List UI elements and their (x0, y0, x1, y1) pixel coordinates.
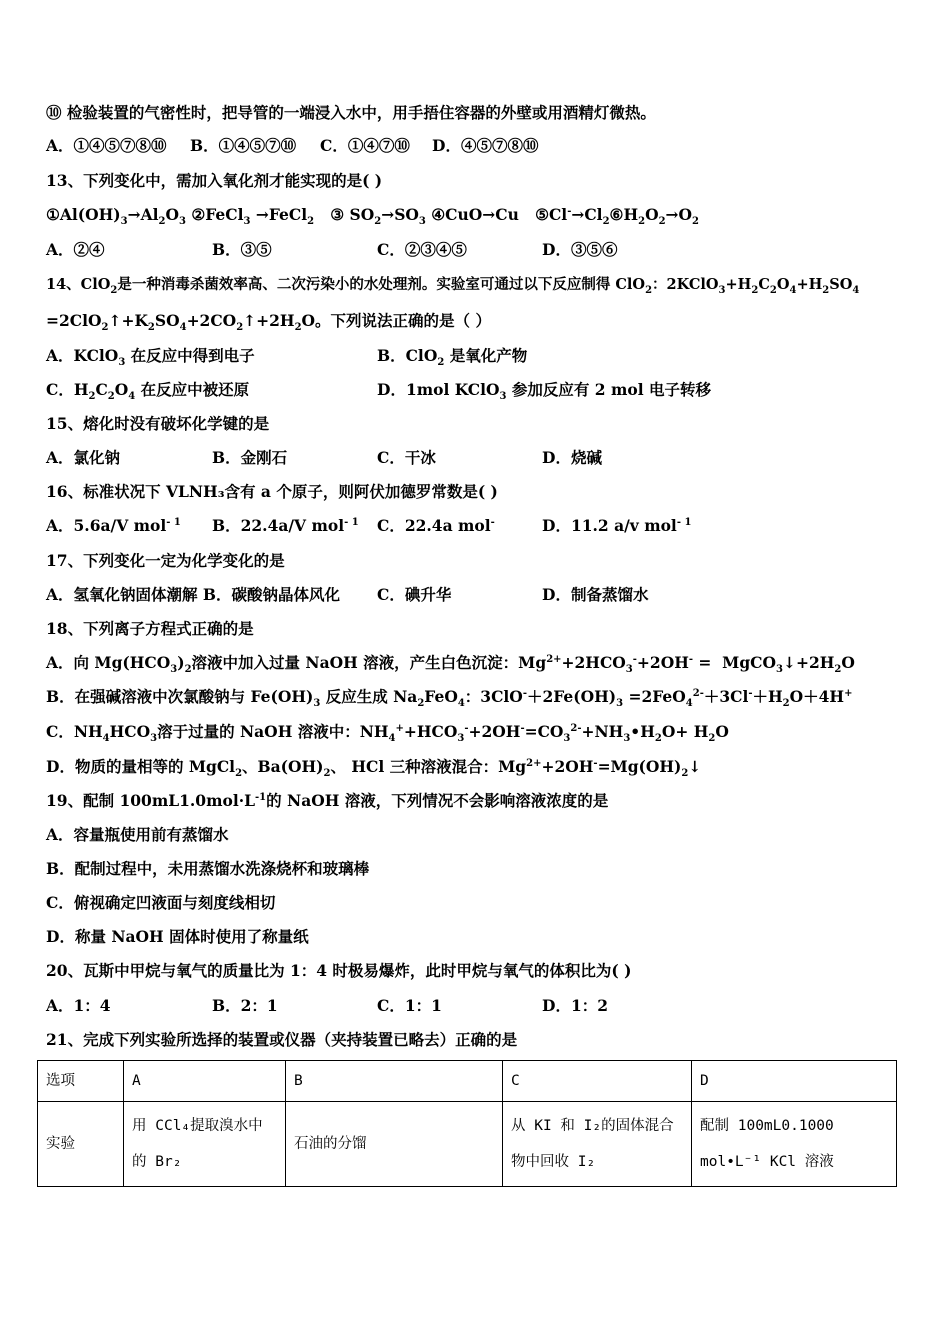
q19-stem: 19、配制 $100mL1.0mol\cdot L^{-1}$的 NaOH 溶液，下列情况不会影响溶液浓度的是 (46, 791, 609, 810)
table-cell: 用 CCl₄提取溴水中的 Br₂ (124, 1102, 286, 1187)
prev-option-b: B．①④⑤⑦⑩ (190, 136, 297, 155)
table-header-row (38, 1061, 897, 1102)
table-cell: 配制 100mL0.1000 mol•L⁻¹ KCl 溶液 (692, 1102, 897, 1187)
q20-option-c: C．1：1 (377, 996, 442, 1015)
q19-option-d: D．称量 NaOH 固体时使用了称量纸 (46, 927, 309, 946)
q19-option-c: C．俯视确定凹液面与刻度线相切 (46, 893, 276, 912)
q15-option-a: A．氯化钠 (46, 448, 121, 467)
q18-option-a: A．向 $Mg(HCO_3)_2$溶液中加入过量 NaOH 溶液，产生白色沉淀：$Mg^{2+}+2HCO_3^-+2OH^-$ = $MgCO_3↓+2H_2O$ (46, 653, 855, 676)
q18-option-c: C．$NH_4HCO_3$溶于过量的 NaOH 溶液中：$NH_4^++HCO_3^-+2OH^-=CO_3^{2-}+NH_3•H_2O+ H_2O$ (46, 722, 729, 745)
q18-option-b: B．在强碱溶液中次氯酸钠与 $Fe(OH)_3$ 反应生成 $Na_2FeO_4$：$3ClO^-+2Fe(OH)_3 =2FeO_4^{2-}+3Cl^-+H_2O+4H^+$ (46, 687, 853, 710)
q15-option-c: C．干冰 (377, 448, 436, 467)
q15-stem: 15、熔化时没有破坏化学键的是 (46, 414, 270, 433)
q17-option-ab: A．氢氧化钠固体潮解 B．碳酸钠晶体风化 (46, 585, 341, 604)
q17-option-c: C．碘升华 (377, 585, 452, 604)
q15-option-d: D．烧碱 (542, 448, 602, 467)
q16-option-a: A．5.6a/V mol$^{- 1}$ (46, 516, 181, 535)
q13-option-c: C．②③④⑤ (377, 240, 467, 259)
q16-stem: 16、标准状况下 VLNH₃含有 a 个原子，则阿伏加德罗常数是( ) (46, 482, 498, 501)
table-header-cell: B (286, 1061, 503, 1102)
q15-option-b: B．金刚石 (212, 448, 288, 467)
q20-option-d: D．1：2 (542, 996, 609, 1015)
q14-option-c: C．$H_2C_2O_4$ 在反应中被还原 (46, 380, 250, 403)
q14-option-a: A．KClO$_3$ 在反应中得到电子 (46, 346, 255, 369)
q13-option-a: A．②④ (46, 240, 105, 259)
table-header-cell: A (124, 1061, 286, 1102)
q19-option-b: B．配制过程中，未用蒸馏水洗涤烧杯和玻璃棒 (46, 859, 370, 878)
q14-option-b: B．ClO$_2$ 是氧化产物 (377, 346, 528, 369)
prev-option-c: C．①④⑦⑩ (320, 136, 410, 155)
table-header-cell: 选项 (38, 1061, 124, 1102)
q13-reactions: $①Al(OH)_3\to Al_2O_3$ ②FeCl$_3$ →FeCl$_2$ ③ $SO_2\to SO_3$ ④CuO→Cu $⑤Cl^-\to Cl_2⑥H_2O_2\to O_2$ (46, 205, 700, 228)
q20-stem: 20、瓦斯中甲烷与氧气的质量比为 1：4 时极易爆炸，此时甲烷与氧气的体积比为( ) (46, 961, 632, 980)
prev-option-a: A．①④⑤⑦⑧⑩ (46, 136, 167, 155)
q16-option-d: D．11.2 a/v mol$^{- 1}$ (542, 516, 692, 535)
q17-option-d: D．制备蒸馏水 (542, 585, 649, 604)
table-row (38, 1102, 897, 1187)
table-header-cell: D (692, 1061, 897, 1102)
q14-option-d: D．1mol KClO$_3$ 参加反应有 2 mol 电子转移 (377, 380, 712, 403)
q20-option-a: A．1：4 (46, 996, 111, 1015)
q14-stem-line2: $=2ClO_2↑+K_2SO_4+2CO_2↑+2H_2O$。下列说法正确的是（ ） (46, 311, 491, 334)
q17-stem: 17、下列变化一定为化学变化的是 (46, 551, 285, 570)
q13-stem: 13、下列变化中，需加入氧化剂才能实现的是( ) (46, 171, 383, 190)
q16-option-b: B．22.4a/V mol$^{- 1}$ (212, 516, 359, 535)
table-cell: 石油的分馏 (286, 1102, 503, 1187)
q18-option-d: D．物质的量相等的 MgCl$_2$、$Ba(OH)_2$、 HCl 三种溶液混合：$Mg^{2+}+2OH^-=Mg(OH)_2↓$ (46, 757, 702, 780)
q13-option-b: B．③⑤ (212, 240, 272, 259)
q19-option-a: A．容量瓶使用前有蒸馏水 (46, 825, 229, 844)
q16-option-c: C．22.4a mol- (377, 516, 495, 535)
table-header-cell: C (503, 1061, 692, 1102)
q20-option-b: B．2：1 (212, 996, 278, 1015)
table-cell: 从 KI 和 I₂的固体混合物中回收 I₂ (503, 1102, 692, 1187)
experiment-table (37, 1060, 897, 1187)
q18-stem: 18、下列离子方程式正确的是 (46, 619, 254, 638)
q14-stem-line1: 14、ClO$_2$是一种消毒杀菌效率高、二次污染小的水处理剂。实验室可通过以下反应制得 ClO$_2$：$2KClO_3+H_2C_2O_4+H_2SO_4$ (46, 276, 860, 296)
table-row-label: 实验 (38, 1102, 124, 1187)
prev-option-d: D．④⑤⑦⑧⑩ (432, 136, 539, 155)
q21-stem: 21、完成下列实验所选择的装置或仪器（夹持装置已略去）正确的是 (46, 1030, 518, 1049)
q13-option-d: D．③⑤⑥ (542, 240, 618, 259)
item-10-text: ⑩ 检验装置的气密性时，把导管的一端浸入水中，用手捂住容器的外壁或用酒精灯微热。 (46, 103, 656, 122)
